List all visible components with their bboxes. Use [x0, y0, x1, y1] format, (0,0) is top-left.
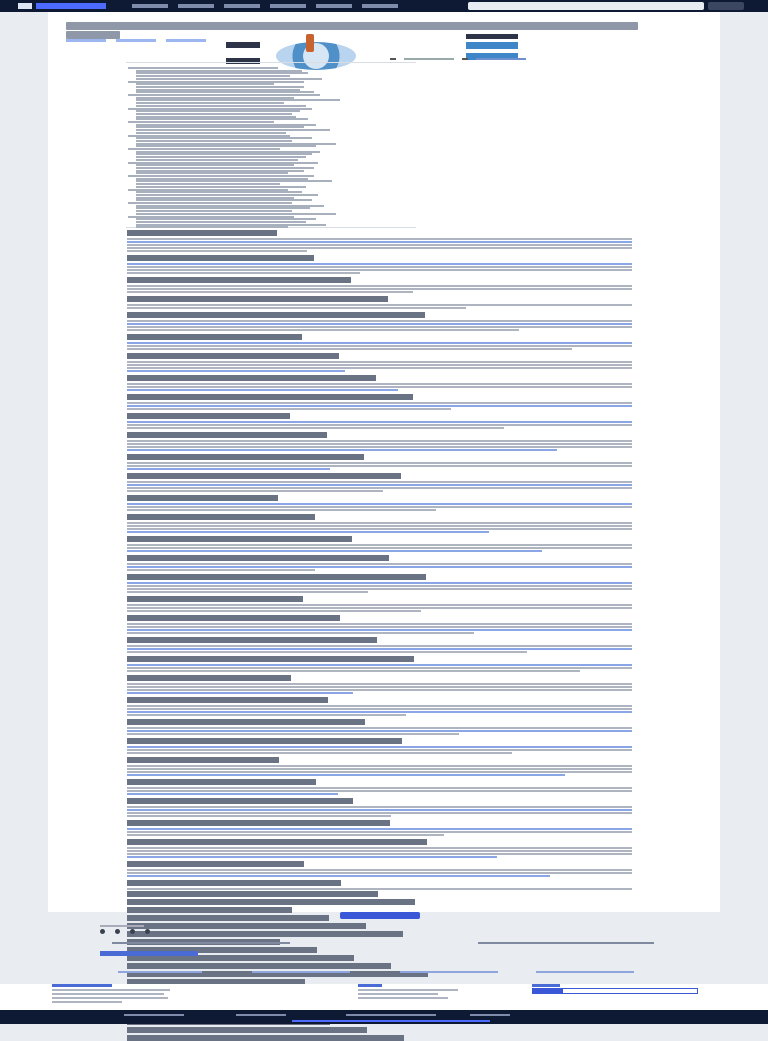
- toc-item[interactable]: [136, 186, 306, 188]
- toc-item[interactable]: [136, 97, 294, 99]
- toc-item[interactable]: [128, 67, 278, 69]
- paragraph-line: [127, 591, 368, 593]
- paragraph-line: [127, 238, 632, 240]
- paragraph-line: [127, 585, 632, 587]
- toc-item[interactable]: [136, 124, 316, 126]
- paragraph-line: [127, 853, 632, 855]
- toc-item[interactable]: [136, 205, 324, 207]
- section-heading: [127, 798, 353, 804]
- nav-item-resources[interactable]: [316, 4, 352, 8]
- paragraph-line: [127, 774, 565, 776]
- nav-item-about[interactable]: [178, 4, 214, 8]
- paragraph-line: [127, 850, 632, 852]
- paragraph-line: [127, 241, 632, 243]
- footer-bottom-bar: [0, 1010, 768, 1024]
- section-heading: [127, 891, 378, 897]
- paragraph-line: [127, 771, 632, 773]
- paragraph-line: [127, 285, 632, 287]
- main-menu: [132, 0, 398, 12]
- toc-item[interactable]: [136, 191, 302, 193]
- toc-item[interactable]: [136, 89, 300, 91]
- paragraph-line: [127, 670, 580, 672]
- site-logo[interactable]: [18, 2, 108, 10]
- toc-item[interactable]: [136, 159, 298, 161]
- paragraph-line: [127, 815, 391, 817]
- toc-item[interactable]: [136, 113, 292, 115]
- toc-item[interactable]: [136, 199, 312, 201]
- paragraph-line: [127, 547, 632, 549]
- paragraph-line: [127, 645, 632, 647]
- section-heading: [127, 820, 390, 826]
- paragraph-line: [127, 361, 632, 363]
- nav-item-blog[interactable]: [270, 4, 306, 8]
- meta-date: [116, 39, 156, 42]
- paragraph-line: [127, 389, 398, 391]
- paragraph-line: [127, 288, 632, 290]
- toc-item[interactable]: [136, 156, 306, 158]
- pinterest-icon[interactable]: [115, 929, 120, 934]
- diagram-label-radial: [226, 42, 260, 48]
- toc-item[interactable]: [136, 213, 336, 215]
- paragraph-line: [127, 651, 527, 653]
- paragraph-line: [127, 421, 632, 423]
- section-heading: [127, 394, 413, 400]
- paragraph-line: [127, 790, 632, 792]
- related-post-item[interactable]: [252, 971, 350, 973]
- toc-item[interactable]: [136, 172, 288, 174]
- toc-item[interactable]: [128, 189, 288, 191]
- footer-column-title: [532, 984, 560, 987]
- combined-load-label: [466, 34, 518, 39]
- paragraph-line: [127, 629, 632, 631]
- footer-column-text: [52, 993, 164, 995]
- toc-item[interactable]: [136, 170, 304, 172]
- footer-link-privacy[interactable]: [236, 1014, 286, 1016]
- copyright-text: [292, 1020, 490, 1022]
- table-of-contents: [126, 62, 416, 228]
- paragraph-line: [127, 509, 436, 511]
- paragraph-line: [127, 503, 632, 505]
- paragraph-line: [127, 443, 632, 445]
- toc-item[interactable]: [136, 224, 326, 226]
- toc-item[interactable]: [136, 116, 296, 118]
- paragraph-line: [127, 531, 489, 533]
- article-body: [127, 228, 639, 903]
- section-heading: [127, 907, 292, 913]
- toc-item[interactable]: [136, 183, 280, 185]
- paragraph-line: [127, 367, 632, 369]
- toc-item[interactable]: [136, 75, 290, 77]
- section-heading: [127, 915, 329, 921]
- section-heading: [127, 738, 402, 744]
- paragraph-line: [127, 714, 406, 716]
- paragraph-line: [127, 481, 632, 483]
- paragraph-line: [127, 667, 632, 669]
- paragraph-line: [127, 730, 632, 732]
- paragraph-line: [127, 402, 632, 404]
- paragraph-line: [127, 427, 504, 429]
- toc-item[interactable]: [136, 210, 292, 212]
- meta-category[interactable]: [66, 39, 106, 42]
- section-heading: [127, 615, 340, 621]
- footer-column-text: [358, 997, 448, 999]
- toc-item[interactable]: [136, 78, 322, 80]
- section-heading: [127, 413, 290, 419]
- paragraph-line: [127, 582, 632, 584]
- paragraph-line: [127, 809, 632, 811]
- section-heading: [127, 931, 403, 937]
- nav-item-contact[interactable]: [362, 4, 398, 8]
- paragraph-line: [127, 272, 360, 274]
- paragraph-line: [127, 266, 632, 268]
- section-heading: [127, 880, 341, 886]
- legend-item: [476, 58, 526, 60]
- logo-wordmark: [36, 3, 106, 9]
- section-heading: [127, 312, 425, 318]
- paragraph-line: [127, 768, 632, 770]
- footer-column-text: [52, 989, 170, 991]
- toc-item[interactable]: [136, 180, 332, 182]
- paragraph-line: [127, 323, 632, 325]
- paragraph-line: [127, 733, 459, 735]
- paragraph-line: [127, 307, 466, 309]
- paragraph-line: [127, 831, 632, 833]
- paragraph-line: [127, 689, 632, 691]
- section-heading: [127, 473, 401, 479]
- toc-item[interactable]: [136, 129, 330, 131]
- section-heading: [127, 697, 328, 703]
- toc-item[interactable]: [128, 216, 294, 218]
- section-heading: [127, 514, 315, 520]
- footer-column-text: [358, 993, 438, 995]
- next-post-link[interactable]: [478, 942, 654, 944]
- paragraph-line: [127, 408, 451, 410]
- toc-item[interactable]: [128, 148, 280, 150]
- section-heading: [127, 334, 302, 340]
- section-heading: [127, 555, 389, 561]
- section-heading: [127, 432, 327, 438]
- search-input[interactable]: [468, 2, 704, 10]
- paragraph-line: [127, 247, 632, 249]
- paragraph-line: [127, 304, 632, 306]
- paragraph-line: [127, 364, 632, 366]
- paragraph-line: [127, 664, 632, 666]
- subscribe-form[interactable]: [532, 988, 698, 994]
- toc-item[interactable]: [136, 197, 294, 199]
- paragraph-line: [127, 610, 421, 612]
- toc-item[interactable]: [128, 202, 292, 204]
- paragraph-line: [127, 875, 550, 877]
- section-heading: [127, 454, 364, 460]
- paragraph-line: [127, 342, 632, 344]
- toc-item[interactable]: [136, 178, 308, 180]
- section-heading: [127, 1035, 404, 1041]
- section-heading: [127, 923, 366, 929]
- toc-item[interactable]: [136, 70, 302, 72]
- toc-item[interactable]: [136, 143, 336, 145]
- paragraph-line: [127, 569, 315, 571]
- toc-item[interactable]: [136, 110, 300, 112]
- paragraph-line: [127, 250, 307, 252]
- footer-link-conditions[interactable]: [346, 1014, 436, 1016]
- paragraph-line: [127, 648, 632, 650]
- paragraph-line: [127, 604, 632, 606]
- paragraph-line: [127, 834, 444, 836]
- footer-column-text: [52, 997, 168, 999]
- section-heading: [127, 230, 277, 236]
- paragraph-line: [127, 386, 632, 388]
- section-heading: [127, 277, 351, 283]
- section-heading: [127, 861, 304, 867]
- toc-item[interactable]: [128, 108, 312, 110]
- legend-swatch: [390, 58, 396, 60]
- share-button[interactable]: [340, 912, 420, 919]
- toc-item[interactable]: [136, 126, 304, 128]
- paragraph-line: [127, 607, 632, 609]
- paragraph-line: [127, 370, 345, 372]
- paragraph-line: [127, 424, 632, 426]
- toc-item[interactable]: [128, 121, 274, 123]
- section-heading: [127, 296, 388, 302]
- paragraph-line: [127, 705, 632, 707]
- section-heading: [127, 255, 314, 261]
- toc-item[interactable]: [136, 72, 308, 74]
- footer-column-text: [52, 1001, 122, 1003]
- legend-item: [404, 58, 454, 60]
- toc-item[interactable]: [128, 81, 304, 83]
- paragraph-line: [127, 326, 632, 328]
- paragraph-line: [127, 449, 557, 451]
- toc-item[interactable]: [136, 83, 274, 85]
- paragraph-line: [127, 320, 632, 322]
- related-post-item[interactable]: [118, 971, 202, 973]
- footer-visit-column: [358, 984, 468, 1001]
- footer-about-column: [52, 984, 170, 1005]
- toc-item[interactable]: [136, 105, 306, 107]
- facebook-icon[interactable]: [100, 929, 105, 934]
- section-heading: [127, 1027, 367, 1033]
- previous-post-link[interactable]: [112, 942, 290, 944]
- paragraph-line: [127, 544, 632, 546]
- social-share: [100, 929, 150, 934]
- load-arrow-icon: [306, 34, 314, 52]
- paragraph-line: [127, 405, 632, 407]
- toc-item[interactable]: [136, 167, 314, 169]
- paragraph-line: [127, 708, 632, 710]
- paragraph-line: [127, 348, 572, 350]
- toc-item[interactable]: [136, 118, 308, 120]
- related-posts-title: [100, 951, 198, 956]
- section-heading: [127, 779, 316, 785]
- nav-item-products[interactable]: [224, 4, 260, 8]
- paragraph-line: [127, 522, 632, 524]
- paragraph-line: [127, 623, 632, 625]
- paragraph-line: [127, 550, 542, 552]
- search-button[interactable]: [708, 2, 744, 10]
- section-heading: [127, 656, 414, 662]
- paragraph-line: [127, 329, 519, 331]
- paragraph-line: [127, 528, 632, 530]
- toc-item[interactable]: [136, 102, 284, 104]
- paragraph-line: [127, 263, 632, 265]
- toc-item[interactable]: [136, 99, 340, 101]
- paragraph-line: [127, 244, 632, 246]
- section-heading: [127, 839, 427, 845]
- paragraph-line: [127, 269, 632, 271]
- paragraph-line: [127, 383, 632, 385]
- paragraph-line: [127, 812, 632, 814]
- section-heading: [127, 375, 376, 381]
- toc-item[interactable]: [128, 135, 290, 137]
- share-label: [100, 925, 144, 927]
- paragraph-line: [127, 692, 353, 694]
- paragraph-line: [127, 686, 632, 688]
- footer-link-cookies[interactable]: [470, 1014, 510, 1016]
- toc-item[interactable]: [136, 153, 312, 155]
- section-heading: [127, 963, 391, 969]
- paragraph-line: [127, 752, 512, 754]
- paragraph-line: [127, 888, 632, 890]
- toc-item[interactable]: [136, 194, 318, 196]
- section-heading: [127, 757, 279, 763]
- paragraph-line: [127, 484, 632, 486]
- toc-item[interactable]: [128, 175, 314, 177]
- toc-item[interactable]: [136, 91, 314, 93]
- toc-item[interactable]: [136, 86, 304, 88]
- paragraph-line: [127, 462, 632, 464]
- paragraph-line: [127, 828, 632, 830]
- toc-item[interactable]: [128, 162, 318, 164]
- section-heading: [127, 536, 352, 542]
- legend-swatch: [462, 58, 468, 60]
- paragraph-line: [127, 465, 632, 467]
- toc-item[interactable]: [136, 164, 294, 166]
- footer-link-terms[interactable]: [124, 1014, 184, 1016]
- toc-item[interactable]: [136, 218, 316, 220]
- paragraph-line: [127, 746, 632, 748]
- section-heading: [127, 899, 415, 905]
- section-heading: [127, 495, 278, 501]
- subscribe-button[interactable]: [533, 989, 563, 993]
- article-meta: [66, 39, 206, 42]
- paragraph-line: [127, 711, 632, 713]
- toc-item[interactable]: [128, 94, 320, 96]
- related-post-item[interactable]: [400, 971, 498, 973]
- toc-item[interactable]: [136, 207, 310, 209]
- paragraph-line: [127, 490, 383, 492]
- toc-item[interactable]: [136, 140, 292, 142]
- paragraph-line: [127, 468, 330, 470]
- top-navigation: [0, 0, 768, 12]
- nav-item-home[interactable]: [132, 4, 168, 8]
- article-title-line-2: [66, 31, 120, 39]
- paragraph-line: [127, 872, 632, 874]
- section-heading: [127, 675, 291, 681]
- paragraph-line: [127, 847, 632, 849]
- paragraph-line: [127, 856, 497, 858]
- paragraph-line: [127, 506, 632, 508]
- paragraph-line: [127, 632, 474, 634]
- paragraph-line: [127, 806, 632, 808]
- paragraph-line: [127, 787, 632, 789]
- related-post-item[interactable]: [536, 971, 634, 973]
- paragraph-line: [127, 683, 632, 685]
- footer-column-title: [358, 984, 382, 987]
- twitter-icon[interactable]: [130, 929, 135, 934]
- toc-item[interactable]: [136, 132, 286, 134]
- paragraph-line: [127, 291, 413, 293]
- section-heading: [127, 596, 303, 602]
- toc-item[interactable]: [136, 137, 312, 139]
- paragraph-line: [127, 588, 632, 590]
- paragraph-line: [127, 487, 632, 489]
- article-title: [66, 22, 638, 30]
- section-heading: [127, 637, 377, 643]
- section-heading: [127, 353, 339, 359]
- toc-item[interactable]: [136, 145, 316, 147]
- paragraph-line: [127, 446, 632, 448]
- toc-item[interactable]: [136, 221, 306, 223]
- paragraph-line: [127, 626, 632, 628]
- paragraph-line: [127, 749, 632, 751]
- toc-item[interactable]: [136, 151, 320, 153]
- section-heading: [127, 719, 365, 725]
- paragraph-line: [127, 345, 632, 347]
- paragraph-line: [127, 566, 632, 568]
- footer-column-text: [358, 989, 458, 991]
- paragraph-line: [127, 727, 632, 729]
- linkedin-icon[interactable]: [145, 929, 150, 934]
- paragraph-line: [127, 525, 632, 527]
- paragraph-line: [127, 563, 632, 565]
- paragraph-line: [127, 440, 632, 442]
- footer-column-title: [52, 984, 112, 987]
- meta-read-time: [166, 39, 206, 42]
- section-heading: [127, 574, 426, 580]
- paragraph-line: [127, 765, 632, 767]
- diagram-legend: [390, 58, 526, 60]
- logo-icon: [18, 3, 32, 9]
- paragraph-line: [127, 869, 632, 871]
- paragraph-line: [127, 793, 338, 795]
